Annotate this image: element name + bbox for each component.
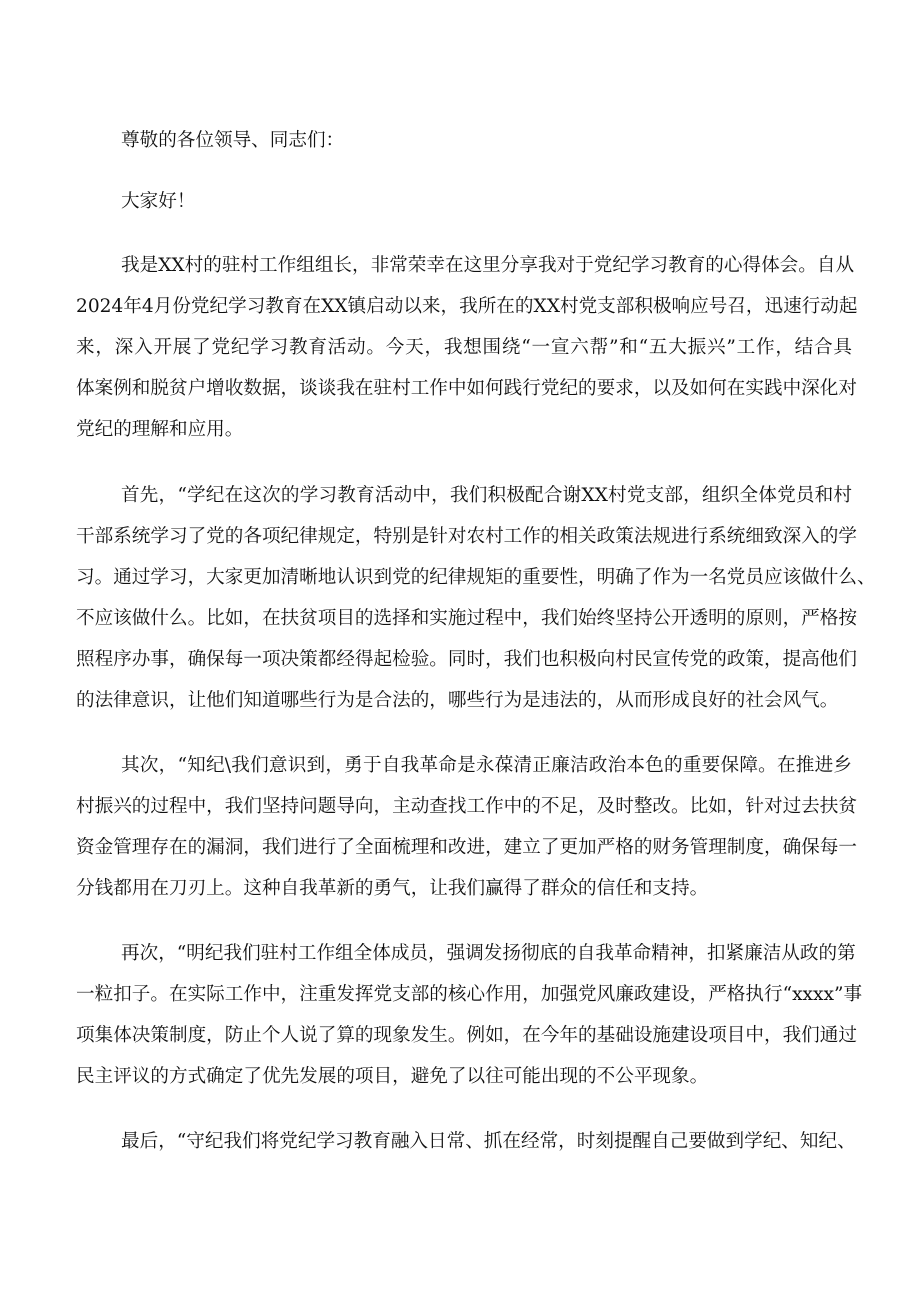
paragraph-line: 资金管理存在的漏洞，我们进行了全面梳理和改进，建立了更加严格的财务管理制度，确保每一	[76, 837, 857, 858]
paragraph-line: 干部系统学习了党的各项纪律规定，特别是针对农村工作的相关政策法规进行系统细致深入的学	[76, 526, 857, 547]
paragraph-line: 我是XX村的驻村工作组组长，非常荣幸在这里分享我对于党纪学习教育的心得体会。自从	[121, 255, 855, 276]
paragraph-line: 照程序办事，确保每一项决策都经得起检验。同时，我们也积极向村民宣传党的政策，提高他们	[76, 649, 857, 670]
paragraph-line: 来，深入开展了党纪学习教育活动。今天，我想围绕“一宣六帮”和“五大振兴”工作，结合具	[76, 337, 852, 358]
paragraph-line: 体案例和脱贫户增收数据，谈谈我在驻村工作中如何践行党纪的要求，以及如何在实践中深化对	[76, 378, 857, 399]
paragraph-line: 党纪的理解和应用。	[76, 419, 244, 440]
paragraph-line: 再次，“明纪我们驻村工作组全体成员，强调发扬彻底的自我革命精神，扣紧廉洁从政的第	[121, 943, 856, 964]
paragraph-line: 最后，“守纪我们将党纪学习教育融入日常、抓在经常，时刻提醒自己要做到学纪、知纪、	[121, 1131, 856, 1152]
paragraph-line: 2024年4月份党纪学习教育在XX镇启动以来，我所在的XX村党支部积极响应号召，迅速行动起	[76, 296, 858, 317]
paragraph-line: 项集体决策制度，防止个人说了算的现象发生。例如，在今年的基础设施建设项目中，我们通过	[76, 1025, 857, 1046]
salutation-line: 尊敬的各位领导、同志们：	[121, 130, 345, 151]
paragraph-line: 其次，“知纪\我们意识到，勇于自我革命是永葆清正廉洁政治本色的重要保障。在推进乡	[121, 755, 852, 776]
paragraph-line: 的法律意识，让他们知道哪些行为是合法的，哪些行为是违法的，从而形成良好的社会风气。	[76, 690, 839, 711]
greeting-line: 大家好！	[121, 191, 196, 212]
paragraph-line: 不应该做什么。比如，在扶贫项目的选择和实施过程中，我们始终坚持公开透明的原则，严格按	[76, 608, 857, 629]
paragraph-line: 民主评议的方式确定了优先发展的项目，避免了以往可能出现的不公平现象。	[76, 1066, 709, 1087]
paragraph-line: 分钱都用在刀刃上。这种自我革新的勇气，让我们赢得了群众的信任和支持。	[76, 878, 709, 899]
paragraph-line: 一粒扣子。在实际工作中，注重发挥党支部的核心作用，加强党风廉政建设，严格执行“xxxx”事	[76, 984, 863, 1005]
paragraph-line: 村振兴的过程中，我们坚持问题导向，主动查找工作中的不足，及时整改。比如，针对过去扶贫	[76, 796, 857, 817]
paragraph-line: 首先，“学纪在这次的学习教育活动中，我们积极配合谢XX村党支部，组织全体党员和村	[121, 485, 852, 506]
paragraph-line: 习。通过学习，大家更加清晰地认识到党的纪律规矩的重要性，明确了作为一名党员应该做什么、	[76, 567, 876, 588]
